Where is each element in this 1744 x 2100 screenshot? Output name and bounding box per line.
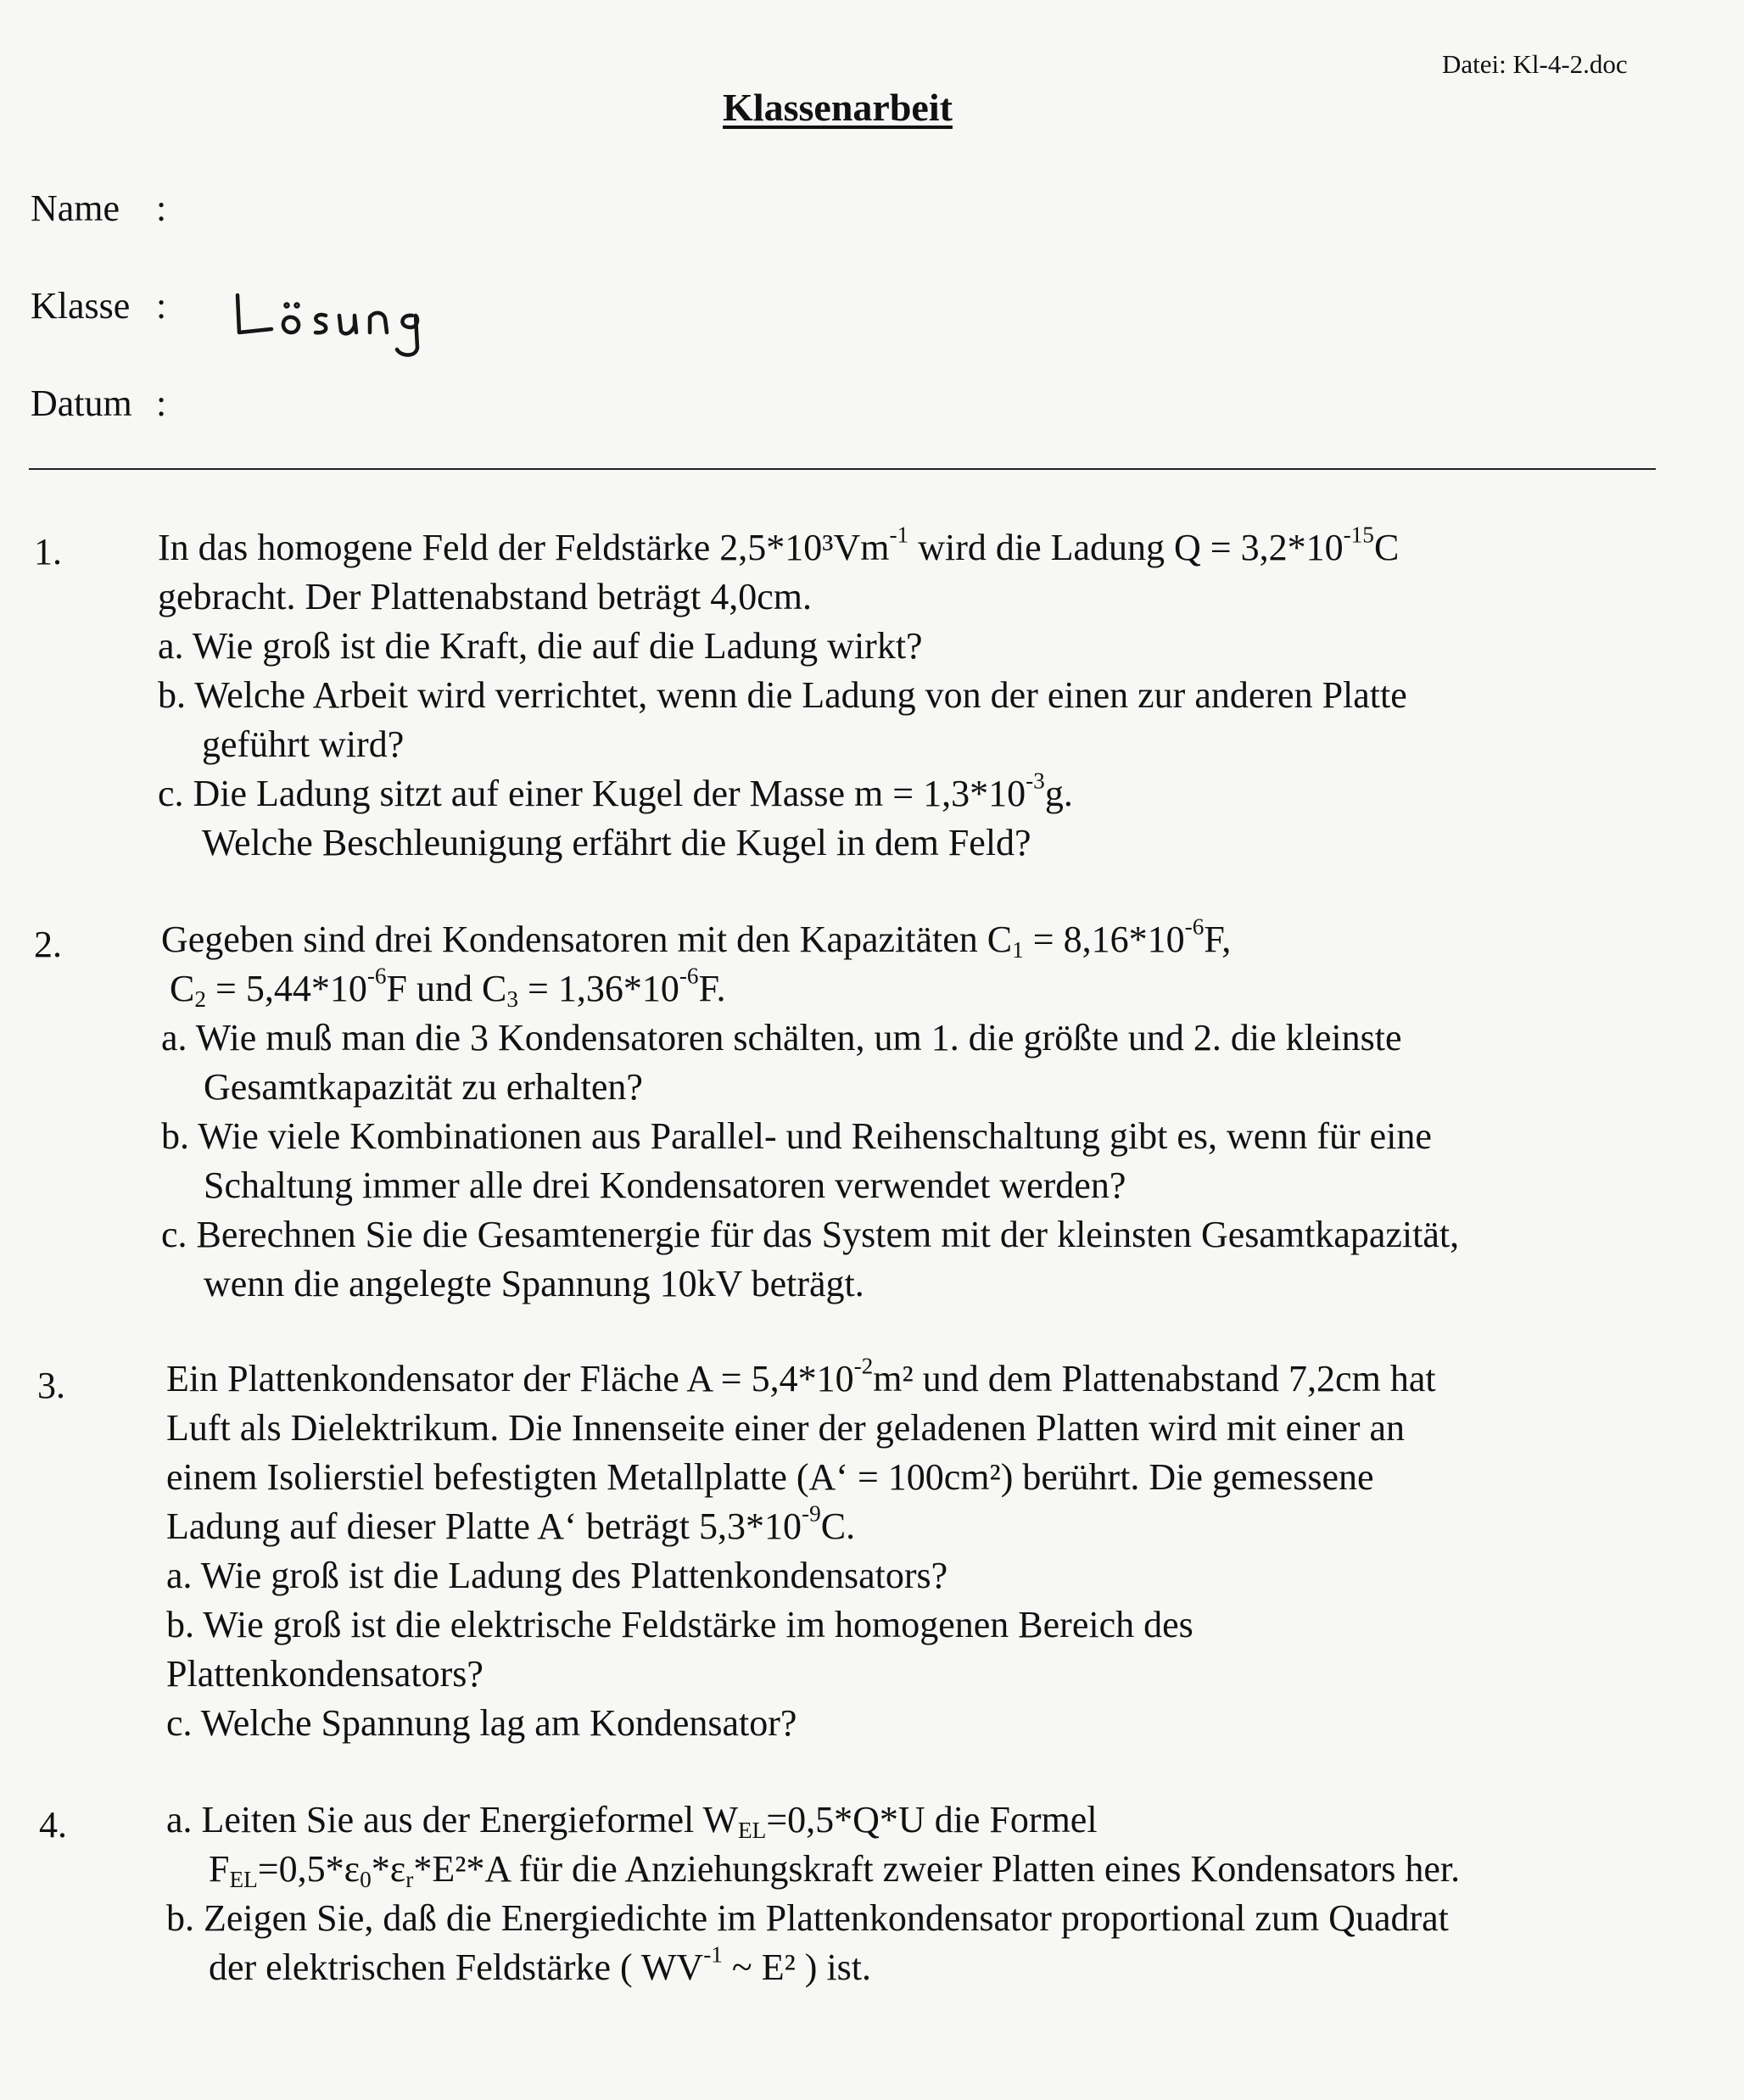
task-2-line-1: Gegeben sind drei Kondensatoren mit den Kapazitäten $C_1 = 8,16*10^{-6}F$, [161, 913, 1232, 963]
task-2c-cont: wenn die angelegte Spannung 10kV beträgt. [204, 1263, 864, 1304]
task-3-line-1: Ein Plattenkondensator der Fläche $A = 5,4*10^{-2}m^2$ und dem Plattenabstand 7,2cm hat [166, 1353, 1436, 1399]
task-1-line-2: gebracht. Der Plattenabstand beträgt 4,0cm. [158, 576, 812, 617]
task-1-line-1: In das homogene Feld der Feldstärke $2,5*10^3Vm^{-1}$ wird die Ladung $Q = 3,2*10^{-15}C$ [158, 522, 1400, 568]
class-colon: : [156, 285, 167, 327]
file-name: Datei: Kl-4-2.doc [1442, 49, 1628, 79]
task-3b-cont: Plattenkondensators? [166, 1653, 484, 1695]
header-divider [29, 468, 1656, 470]
class-label: Klasse [31, 285, 131, 327]
name-colon: : [156, 187, 167, 229]
task-3-line-2: Luft als Dielektrikum. Die Innenseite einer der geladenen Platten wird mit einer an [166, 1407, 1406, 1449]
task-4b-cont: der elektrischen Feldstärke ( $WV^{-1}$ ~ E² ) ist. [209, 1941, 872, 1988]
task-3-line-3: einem Isolierstiel befestigten Metallplatte (A‘ = 100cm²) berührt. Die gemessene [166, 1456, 1374, 1498]
task-1b: b. Welche Arbeit wird verrichtet, wenn die Ladung von der einen zur anderen Platte [158, 674, 1407, 716]
task-number: 3. [37, 1365, 65, 1406]
task-2b: b. Wie viele Kombinationen aus Parallel- und Reihenschaltung gibt es, wenn für eine [161, 1115, 1432, 1157]
task-number: 2. [34, 924, 62, 965]
task-2b-cont: Schaltung immer alle drei Kondensatoren verwendet werden? [204, 1164, 1126, 1206]
task-2c: c. Berechnen Sie die Gesamtenergie für das System mit der kleinsten Gesamtkapazität, [161, 1214, 1460, 1255]
task-1c-cont: Welche Beschleunigung erfährt die Kugel in dem Feld? [202, 822, 1031, 863]
name-label: Name [31, 187, 120, 229]
task-1c: c. Die Ladung sitzt auf einer Kugel der Masse $m = 1,3*10^{-3}g$. [158, 768, 1073, 814]
task-number: 1. [34, 531, 62, 572]
task-number: 4. [39, 1804, 67, 1846]
task-3b: b. Wie groß ist die elektrische Feldstärke im homogenen Bereich des [166, 1604, 1193, 1645]
task-3-line-4: Ladung auf dieser Platte A‘ beträgt $5,3*10^{-9}C$. [166, 1500, 856, 1547]
task-2a-cont: Gesamtkapazität zu erhalten? [204, 1066, 643, 1108]
task-3c: c. Welche Spannung lag am Kondensator? [166, 1702, 797, 1744]
date-label: Datum [31, 383, 132, 424]
handwritten-signature [231, 271, 451, 365]
task-1a: a. Wie groß ist die Kraft, die auf die Ladung wirkt? [158, 625, 923, 667]
task-1b-cont: geführt wird? [202, 723, 405, 765]
task-4a: a. Leiten Sie aus der Energieformel $W_{EL}=0,5*Q*U$ die Formel [166, 1799, 1098, 1843]
task-4a-cont: $F_{EL}=0,5*\varepsilon_0*\varepsilon_r*E^2*A$ für die Anziehungskraft zweier Platten eines Kondensators her. [209, 1848, 1461, 1892]
task-4b: b. Zeigen Sie, daß die Energiedichte im Plattenkondensator proportional zum Quadrat [166, 1897, 1449, 1939]
date-colon: : [156, 383, 167, 424]
page-title: Klassenarbeit [723, 86, 953, 129]
handwritten-class-value [231, 271, 451, 369]
task-3a: a. Wie groß ist die Ladung des Plattenkondensators? [166, 1555, 948, 1596]
task-2-line-2: $C_2 = 5,44*10^{-6}F$ und $C_3 = 1,36*10^{-6}F$. [170, 963, 726, 1012]
task-2a: a. Wie muß man die 3 Kondensatoren schälten, um 1. die größte und 2. die kleinste [161, 1017, 1402, 1058]
